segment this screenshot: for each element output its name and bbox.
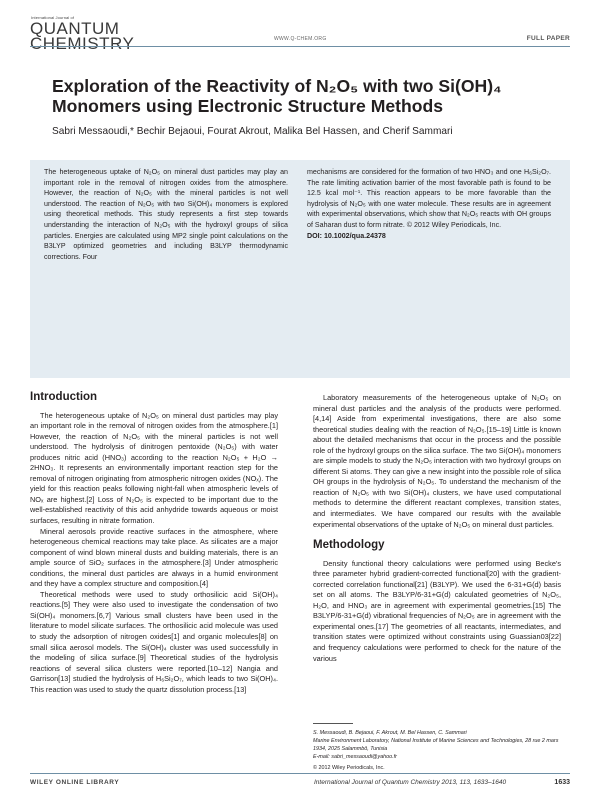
abstract-text-right: mechanisms are considered for the formation of two HNO₃ and one H₆Si₂O₇. The rate limiting activation barrier of the most favorable path is found to be 12.5 kcal mol⁻¹. This reaction appears to be more favorable than the hydrolysis of N₂O₅ with one water molecule. These results are in agreement with experimental observations, which show that N₂O₅ reacts with OH groups of Saharan dust to form nitrate. © 2012 Wiley Periodicals, Inc. xyxy=(307,168,551,229)
affiliation-rule xyxy=(313,723,353,724)
method-paragraph-1: Density functional theory calculations were performed using Becke's three parameter hybrid gradient-corrected functional[20] with the gradient-corrected correlation functional[21] (B3LYP). We used the 6-31+G(d) basis set on all atoms. The B3LYP/6-31+G(d) calculated geometries of N₂O₅, H₂O, and HNO₃ are in agreement with experimental geometries.[15] The B3LYP/6-31+G(d) vibrational frequencies of N₂O₅ are in agreement with the experimental ones.[17] The geometries of all reactants, intermediates, and transition states were optimized without constraints using Guassian03[22] and frequency calculations were performed to check for the nature of the various xyxy=(313,558,561,663)
abstract-box xyxy=(30,160,570,378)
doi[interactable]: DOI: 10.1002/qua.24378 xyxy=(307,231,386,240)
right-column xyxy=(313,393,561,664)
header-rule xyxy=(30,46,570,47)
section-heading-methodology: Methodology xyxy=(313,539,385,552)
publisher-logo: WILEY ONLINE LIBRARY xyxy=(30,779,120,786)
journal-website[interactable]: WWW.Q-CHEM.ORG xyxy=(274,36,327,42)
article-type: FULL PAPER xyxy=(526,35,570,42)
affiliation-address: Marine Environment Laboratory, National Institute of Marine Sciences and Technologies, 28 rue 2 mars 1934, 2025 Salammbô, Tunisia xyxy=(313,738,559,752)
affiliation-copyright: © 2012 Wiley Periodicals, Inc. xyxy=(313,765,385,771)
intro-paragraph-4: Laboratory measurements of the heterogeneous uptake of N₂O₅ on mineral dust particles and the analysis of the products were performed.[4,14] Aside from experimental investigations, there are also some theoretical studies dealing with the reaction of N₂O₅.[15–19] Little is known about the detailed mechanisms that occur in the process and the possible role of the hydroxyl groups on the silica surface. The two Si(OH)₄ monomers are simple models to study the N₂O₅ interaction with two hydroxyl groups on different Si atoms. They can give a new insight into the possible role of silica OH groups in the hydrolysis of N₂O₅. To understand the mechanism of the reaction of N₂O₅ with two Si(OH)₄ clusters, we have used computational methods to determine the different reactant complexes, transition states, and intermediates. We have compared our results with the available experimental observations of the uptake of N₂O₅ on mineral dust particles. xyxy=(313,393,561,529)
journal-citation: International Journal of Quantum Chemistry 2013, 113, 1633–1640 xyxy=(314,779,507,786)
article-title: Exploration of the Reactivity of N₂O₅ with two Si(OH)₄ Monomers using Electronic Structure Methods xyxy=(52,76,502,116)
journal-logo-line1: QUANTUM xyxy=(30,19,120,38)
journal-logo-line2: CHEMISTRY xyxy=(30,34,135,53)
footer-rule xyxy=(30,773,570,774)
left-column xyxy=(30,392,278,695)
journal-logo-subtitle: International Journal of xyxy=(31,15,75,20)
abstract-left-column xyxy=(44,167,288,262)
affiliation-block xyxy=(313,729,568,772)
intro-paragraph-1: The heterogeneous uptake of N₂O₅ on mineral dust particles may play an important role in the removal of nitrogen oxides from the atmosphere.[1] However, the reaction of N₂O₅ with the mineral particles is not well understood. The hydrolysis of dinitrogen pentoxide (N₂O₅) with water produces nitric acid (HNO₃) according to the reaction N₂O₅ + H₂O → 2HNO₃. It represents an environmentally important reaction step for the removal of nitrogen originating from atmospheric nitrogen oxides (NOₓ). The yield for this reaction peaks following night-fall when atmospheric levels of NOₓ are highest.[2] Loss of N₂O₅ is expected to be important due to the well-established reactivity of this acid anhydride towards aqueous or moist surfaces, resulting in nitrate formation. xyxy=(30,410,278,526)
abstract-text-left: The heterogeneous uptake of N₂O₅ on mineral dust particles may play an important role in the removal of nitrogen oxides from the atmosphere. However, the reaction of N₂O₅ with the mineral particles is not well understood. The reaction of N₂O₅ with two Si(OH)₄ monomers is explored using theoretical methods. This study represents a first step towards understanding the interaction of N₂O₅ with the hydroxyl groups of silica particles. Energies are calculated using MP2 single point calculations on the B3LYP optimized geometries and including B3LYP thermodynamic corrections. Four xyxy=(44,168,288,261)
section-heading-introduction: Introduction xyxy=(30,391,98,403)
intro-paragraph-3: Theoretical methods were used to study orthosilicic acid Si(OH)₄ reactions.[5] They were also used to investigate the condensation of two Si(OH)₄ monomers.[6,7] Various small clusters have been used in the literature to model silicate surfaces. The orthosilicic acid molecule was used to study the adsorption of nitrogen oxides[1] and organic molecules[8] on small silica aerosol models. The Si(OH)₄ cluster was used successfully in the modeling of silica surface.[9] Theoretical studies of the hydrolysis reactions of several silica clusters were reported.[10–12] Nangia and Garrison[13] studied the hydrolysis of H₆Si₂O₇, which leads to two Si(OH)₄. This reaction was used to study the quartz dissolution process.[13] xyxy=(30,589,278,694)
affiliation-authors: S. Messaoudi, B. Bejaoui, F. Akrout, M. Bel Hassen, C. Sammari xyxy=(313,730,467,736)
author-list: Sabri Messaoudi,* Bechir Bejaoui, Fourat Akrout, Malika Bel Hassen, and Cherif Sammari xyxy=(52,126,453,137)
intro-paragraph-2: Mineral aerosols provide reactive surfaces in the atmosphere, where heterogeneous chemical reactions may take place. As silicates are a major component of wind blown mineral dusts and building materials, there is an ample source of SiO₂ surfaces in the atmosphere.[3] Under atmospheric conditions, the mineral dust particles are always in a humid environment and they have a complex structure and composition.[4] xyxy=(30,526,278,589)
abstract-right-column xyxy=(307,167,551,241)
page-number: 1633 xyxy=(554,779,570,786)
affiliation-email[interactable]: E-mail: sabri_messaoudi@yahoo.fr xyxy=(313,754,397,760)
